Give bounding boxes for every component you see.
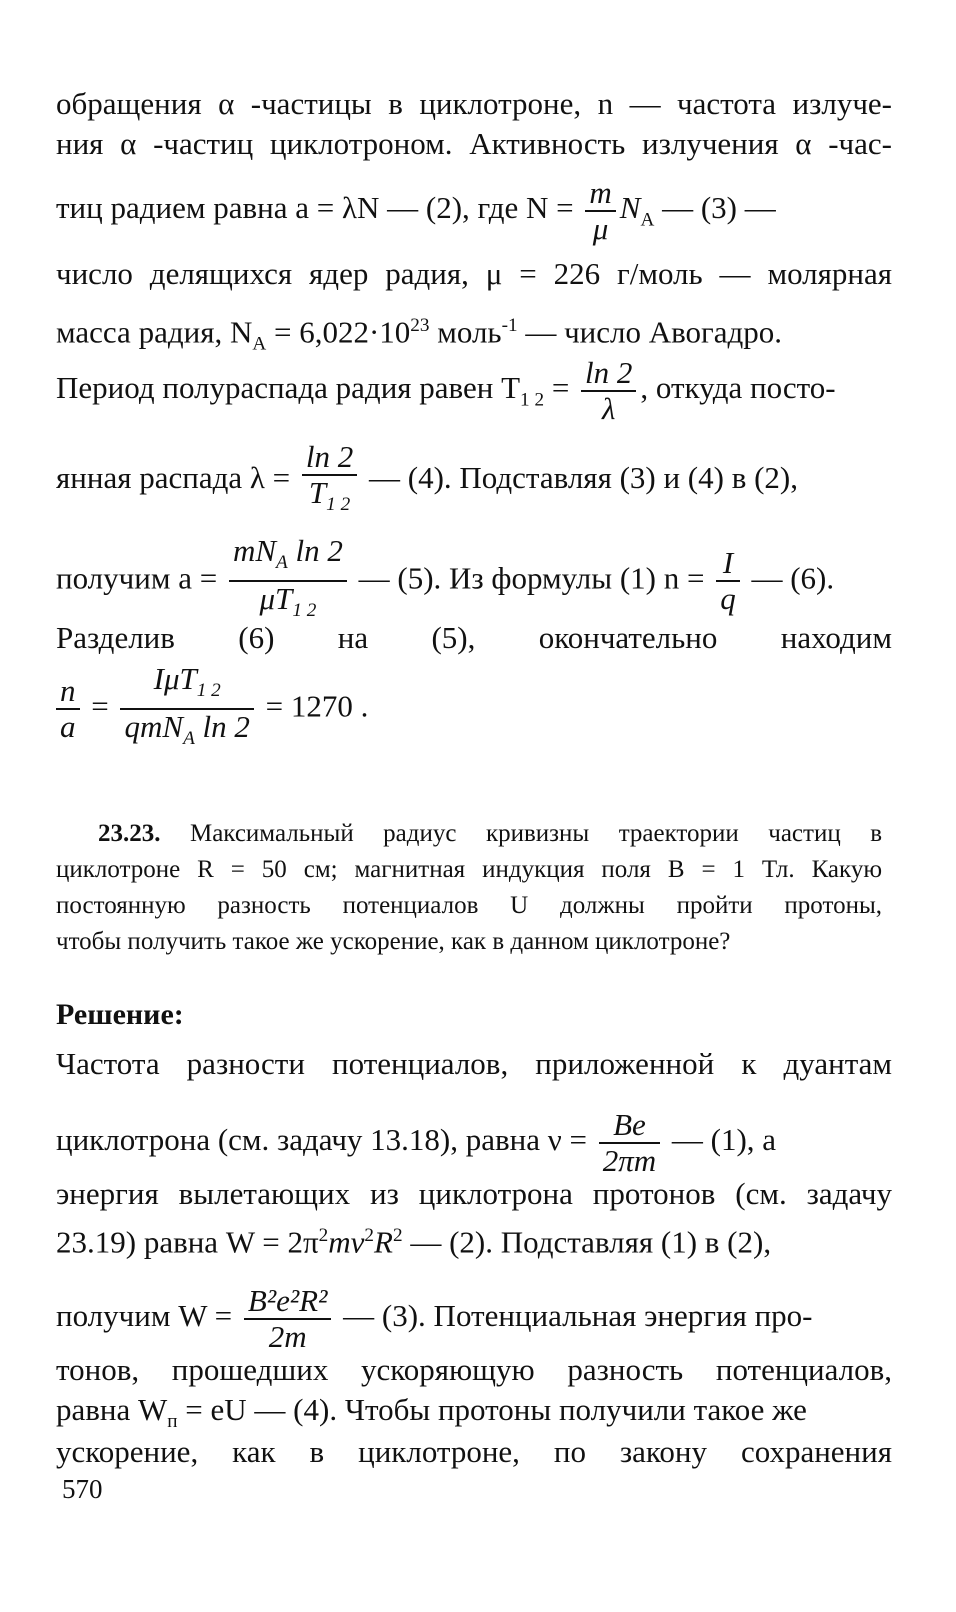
text-run: — (5). Из формулы (1) n = — [350, 560, 705, 596]
fraction-numerator: I — [722, 545, 734, 581]
symbol: R — [374, 1224, 393, 1260]
text-line-with-formula — [56, 356, 892, 426]
fraction — [56, 674, 80, 744]
superscript: -1 — [501, 315, 518, 336]
symbol: IμT — [153, 661, 197, 696]
fraction-denominator: q — [716, 580, 740, 616]
text-run: — (3). Потенциальная энергия про- — [335, 1298, 813, 1334]
fraction-denominator — [120, 708, 253, 756]
text-line: число делящихся ядер радия, μ = 226 г/моль — молярная — [56, 256, 892, 291]
text-line-with-formula — [56, 1284, 892, 1354]
text-run: янная распада λ = — [56, 460, 291, 496]
text-run: = — [544, 370, 570, 406]
text-line: Частота разности потенциалов, приложенной к дуантам — [56, 1046, 892, 1081]
text-run: , откуда посто- — [640, 370, 836, 406]
superscript: 23 — [410, 315, 430, 336]
subscript: A — [252, 333, 267, 355]
symbol: mN — [232, 533, 277, 568]
text-run: — (1), а — [664, 1122, 777, 1158]
text-run: = 6,022·10 — [266, 314, 411, 350]
fraction — [581, 356, 636, 426]
text-line-with-formula — [56, 308, 892, 363]
solution-heading: Решение: — [56, 998, 184, 1031]
text-run: циклотрона (см. задачу 13.18), равна ν = — [56, 1122, 587, 1158]
text-run: = — [83, 688, 109, 724]
fraction-numerator: ln 2 — [585, 355, 633, 390]
text-line-with-formula — [56, 1218, 892, 1260]
subscript: п — [167, 1411, 178, 1433]
text-run: — (6). — [743, 560, 835, 596]
text-line: энергия вылетающих из циклотрона протонов (см. задачу — [56, 1176, 892, 1211]
text-line-with-formula — [56, 176, 892, 246]
fraction — [120, 662, 253, 756]
text-run: Период полураспада радия равен T — [56, 370, 521, 406]
text-line: тонов, прошедших ускоряющую разность потенциалов, — [56, 1352, 892, 1387]
superscript: 2 — [392, 1225, 403, 1246]
subscript: A — [640, 209, 655, 231]
text-run: — (2). Подставляя (1) в (2), — [402, 1224, 772, 1260]
text-line-with-formula — [56, 534, 892, 628]
symbol: T — [308, 475, 327, 510]
fraction-denominator: 2πm — [599, 1142, 660, 1178]
text-run: тиц радием равна a = λN — (2), где N = — [56, 190, 574, 226]
symbol: mν — [328, 1224, 365, 1260]
fraction-numerator: Be — [613, 1107, 646, 1142]
subscript: 1 2 — [520, 389, 545, 411]
result-formula — [56, 662, 892, 756]
fraction-denominator: 2m — [244, 1318, 332, 1354]
problem-number: 23.23. — [98, 820, 161, 847]
text-run: = eU — (4). Чтобы протоны получили такое же — [177, 1392, 807, 1427]
fraction-denominator: a — [56, 708, 80, 744]
text-line-with-formula — [56, 440, 892, 522]
fraction-denominator: μ — [585, 210, 615, 246]
fraction-numerator: m — [589, 175, 612, 210]
problem-line — [56, 818, 882, 850]
problem-line: чтобы получить такое же ускорение, как в данном циклотроне? — [56, 928, 731, 955]
text-run: = 1270 . — [257, 688, 369, 724]
text-run: получим W = — [56, 1298, 233, 1334]
fraction-numerator: ln 2 — [305, 439, 354, 474]
problem-line: циклотроне R = 50 см; магнитная индукция поля B = 1 Тл. Какую — [56, 856, 882, 883]
fraction — [585, 176, 615, 246]
text-line: Разделив (6) на (5), окончательно находим — [56, 620, 892, 655]
fraction-numerator — [120, 662, 253, 708]
text-run: равна W — [56, 1392, 168, 1427]
superscript: 2 — [364, 1225, 375, 1246]
symbol: ln 2 — [287, 533, 343, 568]
text-line-with-formula — [56, 1108, 892, 1178]
text-run: масса радия, N — [56, 314, 253, 350]
fraction — [244, 1284, 332, 1354]
text-run: — (3) — — [654, 190, 776, 226]
symbol: N — [619, 190, 641, 226]
fraction-numerator: n — [60, 673, 76, 709]
fraction — [302, 440, 357, 522]
text-run: 23.19) равна W = 2π — [56, 1224, 319, 1260]
fraction-denominator — [302, 474, 357, 522]
subscript: 1 2 — [326, 494, 351, 516]
text-line: обращения α -частицы в циклотроне, n — частота излуче- — [56, 86, 892, 121]
superscript: 2 — [318, 1225, 329, 1246]
symbol: qmN — [124, 709, 184, 745]
text-line: ускорение, как в циклотроне, по закону сохранения — [56, 1434, 892, 1469]
symbol: μT — [259, 581, 293, 617]
subscript: A — [183, 728, 195, 750]
text-run: моль — [429, 314, 502, 350]
symbol: ln 2 — [194, 709, 250, 745]
subscript: A — [276, 552, 288, 574]
text-line: ния α -частиц циклотроном. Активность излучения α -час- — [56, 126, 892, 161]
fraction — [716, 546, 740, 616]
text-run: получим a = — [56, 560, 218, 596]
text-run: Максимальный радиус кривизны траектории частиц в — [160, 820, 882, 847]
fraction — [229, 534, 347, 628]
subscript: 1 2 — [196, 680, 221, 702]
subscript: 1 2 — [292, 600, 317, 622]
fraction-numerator: B²e²R² — [247, 1283, 328, 1318]
page-number: 570 — [62, 1474, 103, 1504]
fraction-numerator — [229, 534, 347, 580]
problem-line: постоянную разность потенциалов U должны пройти протоны, — [56, 892, 882, 919]
fraction — [599, 1108, 660, 1178]
text-line-with-formula — [56, 1392, 892, 1440]
text-run: — число Авогадро. — [517, 314, 783, 350]
text-run: — (4). Подставляя (3) и (4) в (2), — [361, 460, 798, 496]
fraction-denominator: λ — [581, 390, 636, 426]
